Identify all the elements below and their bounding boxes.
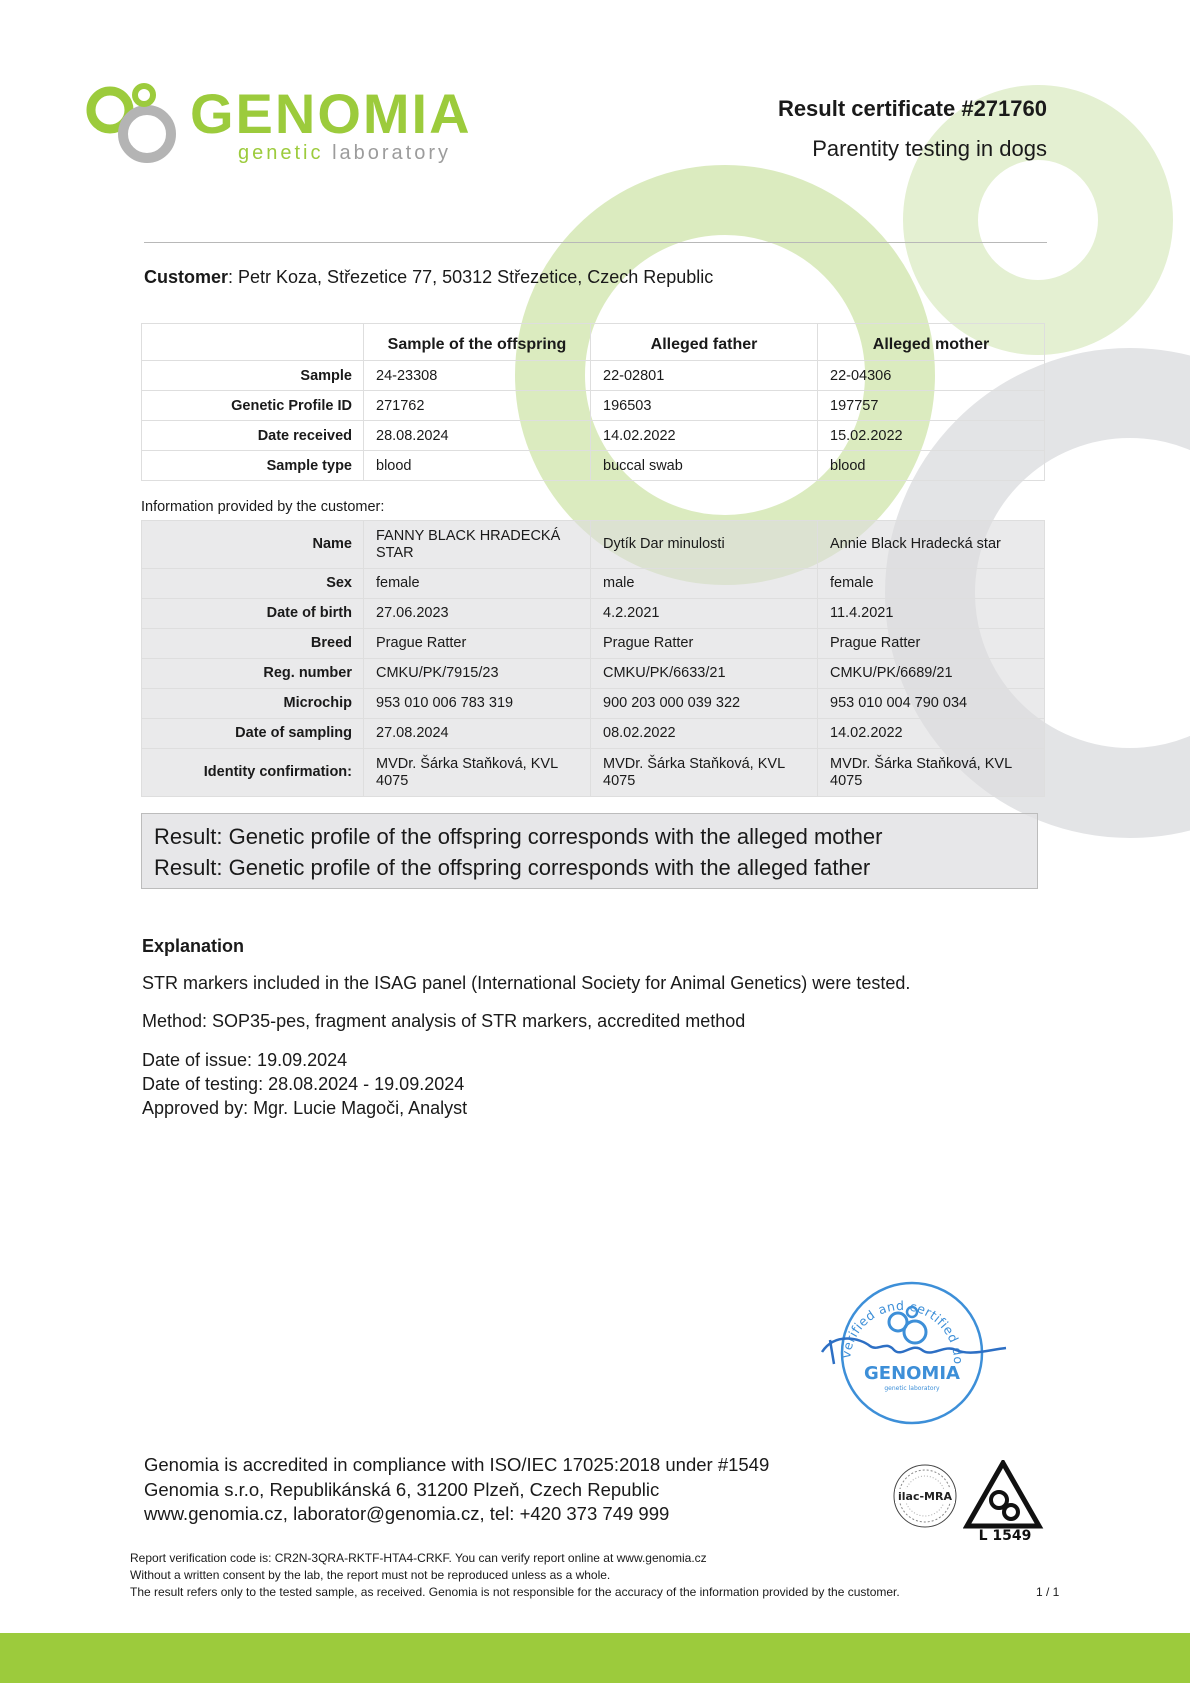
page-number: 1 / 1 — [1036, 1585, 1060, 1599]
verification-code-line: Report verification code is: CR2N-3QRA-RKTF-HTA4-CRKF. You can verify report online at www.genomia.cz — [130, 1551, 707, 1565]
date-of-issue: Date of issue: 19.09.2024 — [142, 1050, 348, 1070]
samples-table — [141, 323, 1045, 481]
info-section-label: Information provided by the customer: — [141, 499, 385, 515]
explanation-markers: STR markers included in the ISAG panel (International Society for Animal Genetics) were tested. — [142, 973, 911, 993]
cell-offspring: 27.06.2023 — [364, 599, 591, 629]
table-row — [142, 521, 1045, 569]
col-header-father: Alleged father — [591, 324, 818, 361]
cell-mother: 953 010 004 790 034 — [818, 689, 1045, 719]
row-label: Sample type — [142, 451, 364, 481]
table-row — [142, 451, 1045, 481]
cell-offspring: MVDr. Šárka Staňková, KVL 4075 — [364, 749, 591, 797]
stamp-seal-icon — [820, 1280, 1010, 1430]
cell-offspring: FANNY BLACK HRADECKÁ STAR — [364, 521, 591, 569]
row-label: Date received — [142, 421, 364, 451]
table-row — [142, 719, 1045, 749]
result-father: Result: Genetic profile of the offspring corresponds with the alleged father — [154, 855, 871, 880]
cell-offspring: Prague Ratter — [364, 629, 591, 659]
cell-offspring: 24-23308 — [364, 361, 591, 391]
row-label: Breed — [142, 629, 364, 659]
cell-father: 4.2.2021 — [591, 599, 818, 629]
cell-offspring: 271762 — [364, 391, 591, 421]
table-row — [142, 391, 1045, 421]
col-header-mother: Alleged mother — [818, 324, 1045, 361]
cell-father: Prague Ratter — [591, 629, 818, 659]
samples-header-row — [142, 324, 1045, 361]
cell-mother: Annie Black Hradecká star — [818, 521, 1045, 569]
explanation-title: Explanation — [142, 936, 245, 956]
cell-father: MVDr. Šárka Staňková, KVL 4075 — [591, 749, 818, 797]
cell-mother: 11.4.2021 — [818, 599, 1045, 629]
cell-offspring: female — [364, 569, 591, 599]
result-mother: Result: Genetic profile of the offspring corresponds with the alleged mother — [154, 824, 883, 849]
cell-father: 14.02.2022 — [591, 421, 818, 451]
row-label: Genetic Profile ID — [142, 391, 364, 421]
table-row — [142, 361, 1045, 391]
cell-father: 900 203 000 039 322 — [591, 689, 818, 719]
cell-father: male — [591, 569, 818, 599]
cell-offspring: 953 010 006 783 319 — [364, 689, 591, 719]
date-of-testing: Date of testing: 28.08.2024 - 19.09.2024 — [142, 1074, 465, 1094]
accreditation-line: Genomia is accredited in compliance with ISO/IEC 17025:2018 under #1549 — [144, 1454, 770, 1475]
row-label: Name — [142, 521, 364, 569]
cell-mother: female — [818, 569, 1045, 599]
cell-mother: 197757 — [818, 391, 1045, 421]
ilac-mra-icon — [892, 1463, 958, 1529]
reproduction-notice: Without a written consent by the lab, the report must not be reproduced unless as a whole. — [130, 1568, 611, 1582]
row-label: Date of birth — [142, 599, 364, 629]
cell-mother: Prague Ratter — [818, 629, 1045, 659]
cell-father: buccal swab — [591, 451, 818, 481]
row-label: Sex — [142, 569, 364, 599]
cell-mother: CMKU/PK/6689/21 — [818, 659, 1045, 689]
result-box — [141, 813, 1038, 889]
row-label: Sample — [142, 361, 364, 391]
cell-father: 08.02.2022 — [591, 719, 818, 749]
stamp-ring-text: verified and certified do — [838, 1297, 967, 1365]
cell-mother: blood — [818, 451, 1045, 481]
cell-mother: 14.02.2022 — [818, 719, 1045, 749]
table-row — [142, 659, 1045, 689]
logo-tagline — [238, 140, 451, 166]
cell-offspring: 28.08.2024 — [364, 421, 591, 451]
ilac-label: ilac-MRA — [898, 1490, 952, 1503]
logo-circles-icon — [85, 82, 185, 182]
cell-father: 196503 — [591, 391, 818, 421]
cell-father: CMKU/PK/6633/21 — [591, 659, 818, 689]
samples-header-blank — [142, 324, 364, 361]
contact-line: www.genomia.cz, laborator@genomia.cz, tel: +420 373 749 999 — [144, 1503, 670, 1524]
table-row — [142, 629, 1045, 659]
cell-offspring: blood — [364, 451, 591, 481]
ilac-mra-logo — [892, 1463, 958, 1529]
header-divider — [144, 242, 1047, 243]
footer-notes — [130, 1550, 900, 1601]
approved-by: Approved by: Mgr. Lucie Magoči, Analyst — [142, 1098, 468, 1118]
cell-offspring: 27.08.2024 — [364, 719, 591, 749]
explanation-method: Method: SOP35-pes, fragment analysis of STR markers, accredited method — [142, 1011, 746, 1031]
row-label: Date of sampling — [142, 719, 364, 749]
certificate-title: Result certificate #271760 — [777, 96, 1047, 121]
footer-color-bar — [0, 1633, 1190, 1683]
genomia-logo — [85, 82, 505, 182]
svg-text:verified and certified documen — [820, 1280, 966, 1365]
logo-tagline-gray: laboratory — [332, 142, 451, 164]
row-label: Reg. number — [142, 659, 364, 689]
customer-label: Customer — [144, 267, 229, 287]
stamp-small-text: genetic laboratory — [884, 1385, 940, 1392]
cell-father: 22-02801 — [591, 361, 818, 391]
address-line: Genomia s.r.o, Republikánská 6, 31200 Plzeň, Czech Republic — [144, 1478, 660, 1500]
logo-wordmark: GENOMIA — [190, 82, 472, 145]
table-row — [142, 749, 1045, 797]
cell-mother: 22-04306 — [818, 361, 1045, 391]
cell-mother: MVDr. Šárka Staňková, KVL 4075 — [818, 749, 1045, 797]
cell-offspring: CMKU/PK/7915/23 — [364, 659, 591, 689]
accreditation-block — [144, 1453, 769, 1527]
customer-info-table — [141, 520, 1045, 797]
certified-stamp — [820, 1280, 1010, 1430]
cell-mother: 15.02.2022 — [818, 421, 1045, 451]
cell-father: Dytík Dar minulosti — [591, 521, 818, 569]
customer-value: : Petr Koza, Střezetice 77, 50312 Střezetice, Czech Republic — [228, 267, 714, 287]
row-label: Identity confirmation: — [142, 749, 364, 797]
responsibility-notice: The result refers only to the tested sample, as received. Genomia is not responsible for the accuracy of the information provided by the customer. — [130, 1585, 900, 1599]
stamp-brand: GENOMIA — [864, 1363, 960, 1384]
cai-accreditation-logo — [963, 1460, 1047, 1542]
table-row — [142, 689, 1045, 719]
certificate-subtitle: Parentity testing in dogs — [812, 136, 1047, 161]
customer-line — [144, 264, 713, 290]
table-row — [142, 599, 1045, 629]
logo-tagline-green: genetic — [238, 142, 324, 164]
row-label: Microchip — [142, 689, 364, 719]
cai-triangle-icon — [963, 1460, 1047, 1542]
table-row — [142, 421, 1045, 451]
col-header-offspring: Sample of the offspring — [364, 324, 591, 361]
cai-label: L 1549 — [978, 1528, 1032, 1542]
table-row — [142, 569, 1045, 599]
